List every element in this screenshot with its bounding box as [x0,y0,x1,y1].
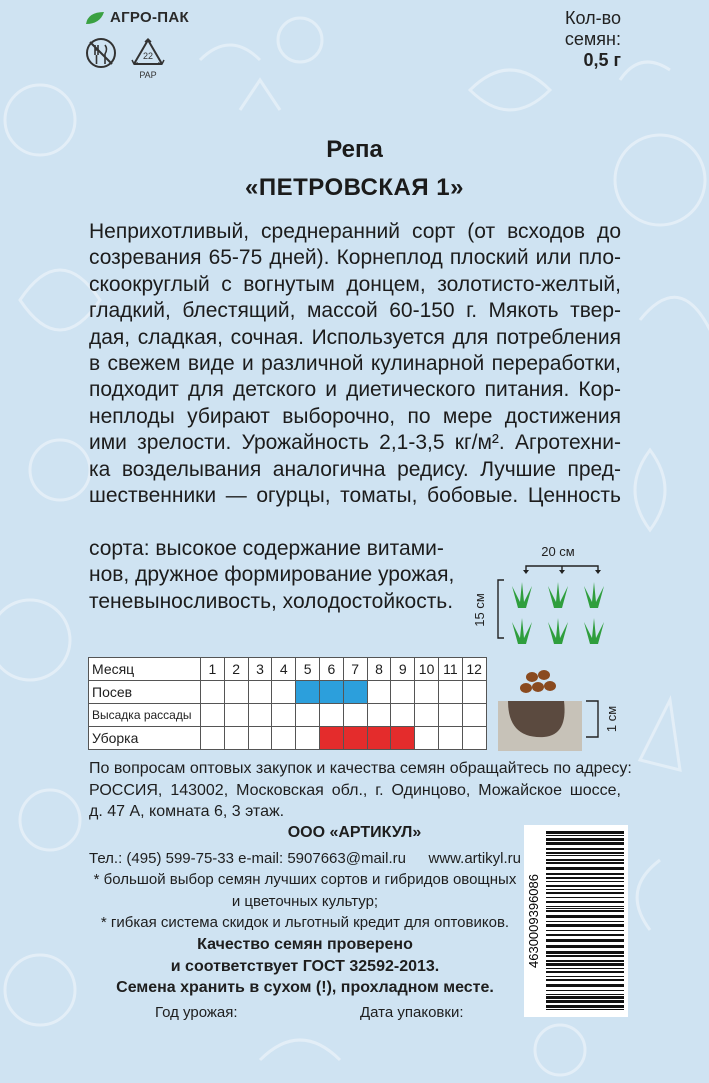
barcode-bar [546,862,624,864]
calendar-cell [248,704,272,727]
calendar-cell [224,704,248,727]
brand-logo [84,9,189,26]
calendar-cell [272,704,296,727]
calendar-cell-active [367,727,391,750]
calendar-cell [224,727,248,750]
barcode-bars [524,825,628,1017]
description-line: дая, сладкая, сочная. Используется для потребления [89,325,621,349]
brand-name: АГРО-ПАК [110,9,189,26]
barcode-bar [546,968,624,969]
barcode-bar [546,1000,624,1003]
leaf-logo-icon [84,10,106,26]
calendar-row-label: Уборка [89,727,201,750]
calendar-cell [367,681,391,704]
quality-line: и соответствует ГОСТ 32592-2013. [170,957,440,975]
calendar-row-harvest [89,727,487,750]
address-line: д. 47 А, комната 6, 3 этаж. [89,803,285,820]
quantity-label-2: семян: [564,29,621,49]
description-line: ка возделывания аналогична редису. Лучшие пред- [89,457,621,481]
barcode-bar [546,842,624,845]
crop-name: Репа [326,136,383,163]
notes [89,869,521,934]
barcode-bar [546,852,624,854]
barcode-bar [546,1005,624,1008]
description-line: нов, дружное формирование урожая, [89,563,455,587]
calendar-row-transplanting [89,704,487,727]
barcode-bar [546,867,624,870]
barcode-number: 4630009396086 [526,874,541,968]
description-line: Неприхотливый, среднеранний сорт (от всходов до [89,220,621,243]
barcode-bar [546,901,624,903]
recycle-code: PAP [139,70,157,80]
calendar-cell [296,704,320,727]
recycle-icon [128,36,168,82]
description-line: скоокруглый с вогнутым донцем, золотисто-желтый, [89,272,621,296]
website-link[interactable]: www.artikyl.ru [428,850,521,867]
calendar-row-sowing [89,681,487,704]
barcode-bar [546,831,624,834]
calendar-cell [462,704,486,727]
barcode-bar [546,910,624,912]
barcode-bar [546,951,624,954]
note-line: и цветочных культур; [231,892,379,910]
barcode-bar [546,1009,624,1010]
calendar-cell [272,727,296,750]
barcode-bar [546,976,624,977]
sowing-depth-label: 1 см [604,705,619,733]
description-line: в свежем виде и различной кулинарной переработки, [89,352,621,376]
note-line: * гибкая система скидок и льготный кредит для оптовиков. [100,914,510,931]
quantity-value: 0,5 г [583,50,621,70]
month-cell: 8 [367,658,391,681]
month-cell: 11 [438,658,462,681]
description [89,219,621,509]
calendar-cell [201,727,225,750]
barcode-bar [546,979,624,981]
barcode-bar [546,908,624,909]
quality-line: Качество семян проверено [197,936,413,953]
quality-statement [80,934,530,999]
calendar-cell-active [343,727,367,750]
seedlings [512,582,604,644]
note-line: * большой выбор семян лучших сортов и гибридов овощных [93,871,517,888]
barcode-bar [546,892,624,894]
calendar-cell [248,681,272,704]
seed-quantity [565,8,621,71]
calendar-cell-active [343,681,367,704]
calendar-cell [462,681,486,704]
calendar-cell [248,727,272,750]
description-tail [89,536,454,615]
description-line: сорта: высокое содержание витами- [89,537,444,560]
description-line: неплоды убирают выборочно, по мере достижения [89,404,621,428]
sowing-calendar [88,657,487,750]
row-spacing-label: 20 см [541,544,575,559]
description-line: ими зрелости. Урожайность 2,1-3,5 кг/м². Агротехни- [89,431,621,455]
calendar-cell [367,704,391,727]
calendar-cell [415,681,439,704]
calendar-cell [438,727,462,750]
month-cell: 10 [415,658,439,681]
calendar-cell [201,704,225,727]
calendar-cell-active [296,681,320,704]
planting-scheme-diagram [470,540,630,650]
description-line: подходит для детского и диетического питания. Кор- [89,378,621,402]
calendar-cell-active [319,727,343,750]
barcode-bar [546,835,624,836]
not-food-safe-icon [84,36,118,76]
address-line: По вопросам оптовых закупок и качества семян обращайтесь по адресу: [89,760,632,777]
description-line: шественники — огурцы, томаты, бобовые. Ценность [89,484,621,508]
calendar-cell [296,727,320,750]
barcode-bar [546,873,624,875]
barcode-bar [546,994,624,995]
barcode-bar [546,963,624,966]
eco-marks [84,36,168,82]
calendar-cell [319,704,343,727]
month-cell: 5 [296,658,320,681]
barcode-bar [546,996,624,999]
barcode-bar [546,945,624,948]
calendar-cell-active [391,727,415,750]
calendar-cell [272,681,296,704]
description-line: гладкий, блестящий, массой 60-150 г. Мякоть твер- [89,299,621,323]
barcode-bar [546,855,624,856]
barcode-bar [546,897,624,898]
month-cell: 6 [319,658,343,681]
pack-date-label: Дата упаковки: [360,1004,464,1021]
description-line: теневыносливость, холодостойкость. [89,589,454,613]
contacts [89,848,521,870]
calendar-cell [438,681,462,704]
calendar-row-label: Посев [89,681,201,704]
recycle-number: 22 [142,51,154,61]
calendar-header-row [89,658,487,681]
barcode-bar [546,889,624,890]
sowing-depth-diagram [498,663,630,753]
barcode-bar [546,885,624,887]
barcode-bar [546,934,624,936]
barcode-bar [546,960,624,962]
month-cell: 9 [391,658,415,681]
calendar-cell [343,704,367,727]
barcode-bar [546,971,624,973]
calendar-cell [438,704,462,727]
barcode-bar [546,930,624,931]
calendar-cell [462,727,486,750]
barcode-bar [546,877,624,879]
month-cell: 12 [462,658,486,681]
barcode [524,825,628,1017]
plant-spacing-label: 15 см [472,593,487,627]
month-cell: 3 [248,658,272,681]
month-cell: 2 [224,658,248,681]
barcode-bar [546,921,624,922]
month-cell: 1 [201,658,225,681]
calendar-cell-active [319,681,343,704]
barcode-bar [546,906,624,907]
calendar-cell [391,681,415,704]
barcode-bar [546,924,624,927]
barcode-bar [546,859,624,861]
barcode-bar [546,915,624,918]
month-cell: 7 [343,658,367,681]
seeds-icon [520,670,556,693]
calendar-cell [415,727,439,750]
calendar-cell [224,681,248,704]
barcode-bar [546,939,624,942]
barcode-bar [546,990,624,991]
barcode-bar [546,955,624,957]
description-line: созревания 65-75 дней). Корнеплод плоский или пло- [89,246,621,270]
barcode-bar [546,881,624,882]
calendar-row-label: Высадка рассады [89,704,201,727]
wholesale-info [89,758,632,823]
calendar-cell [415,704,439,727]
company-name: ООО «АРТИКУЛ» [287,824,422,841]
address-line: РОССИЯ, 143002, Московская обл., г. Одинцово, Можайское шоссе, [89,781,621,799]
quality-line: Семена хранить в сухом (!), прохладном месте. [116,979,494,996]
month-cell: 4 [272,658,296,681]
quantity-label-1: Кол-во [565,8,621,28]
calendar-header-label: Месяц [89,658,201,681]
barcode-bar [546,984,624,987]
barcode-bar [546,838,624,841]
harvest-year-label: Год урожая: [155,1004,238,1021]
phone-email: Тел.: (495) 599-75-33 e-mail: 5907663@mail.ru [89,850,406,867]
calendar-cell [391,704,415,727]
calendar-cell [201,681,225,704]
barcode-bar [546,848,624,850]
variety-name: «ПЕТРОВСКАЯ 1» [245,174,464,201]
